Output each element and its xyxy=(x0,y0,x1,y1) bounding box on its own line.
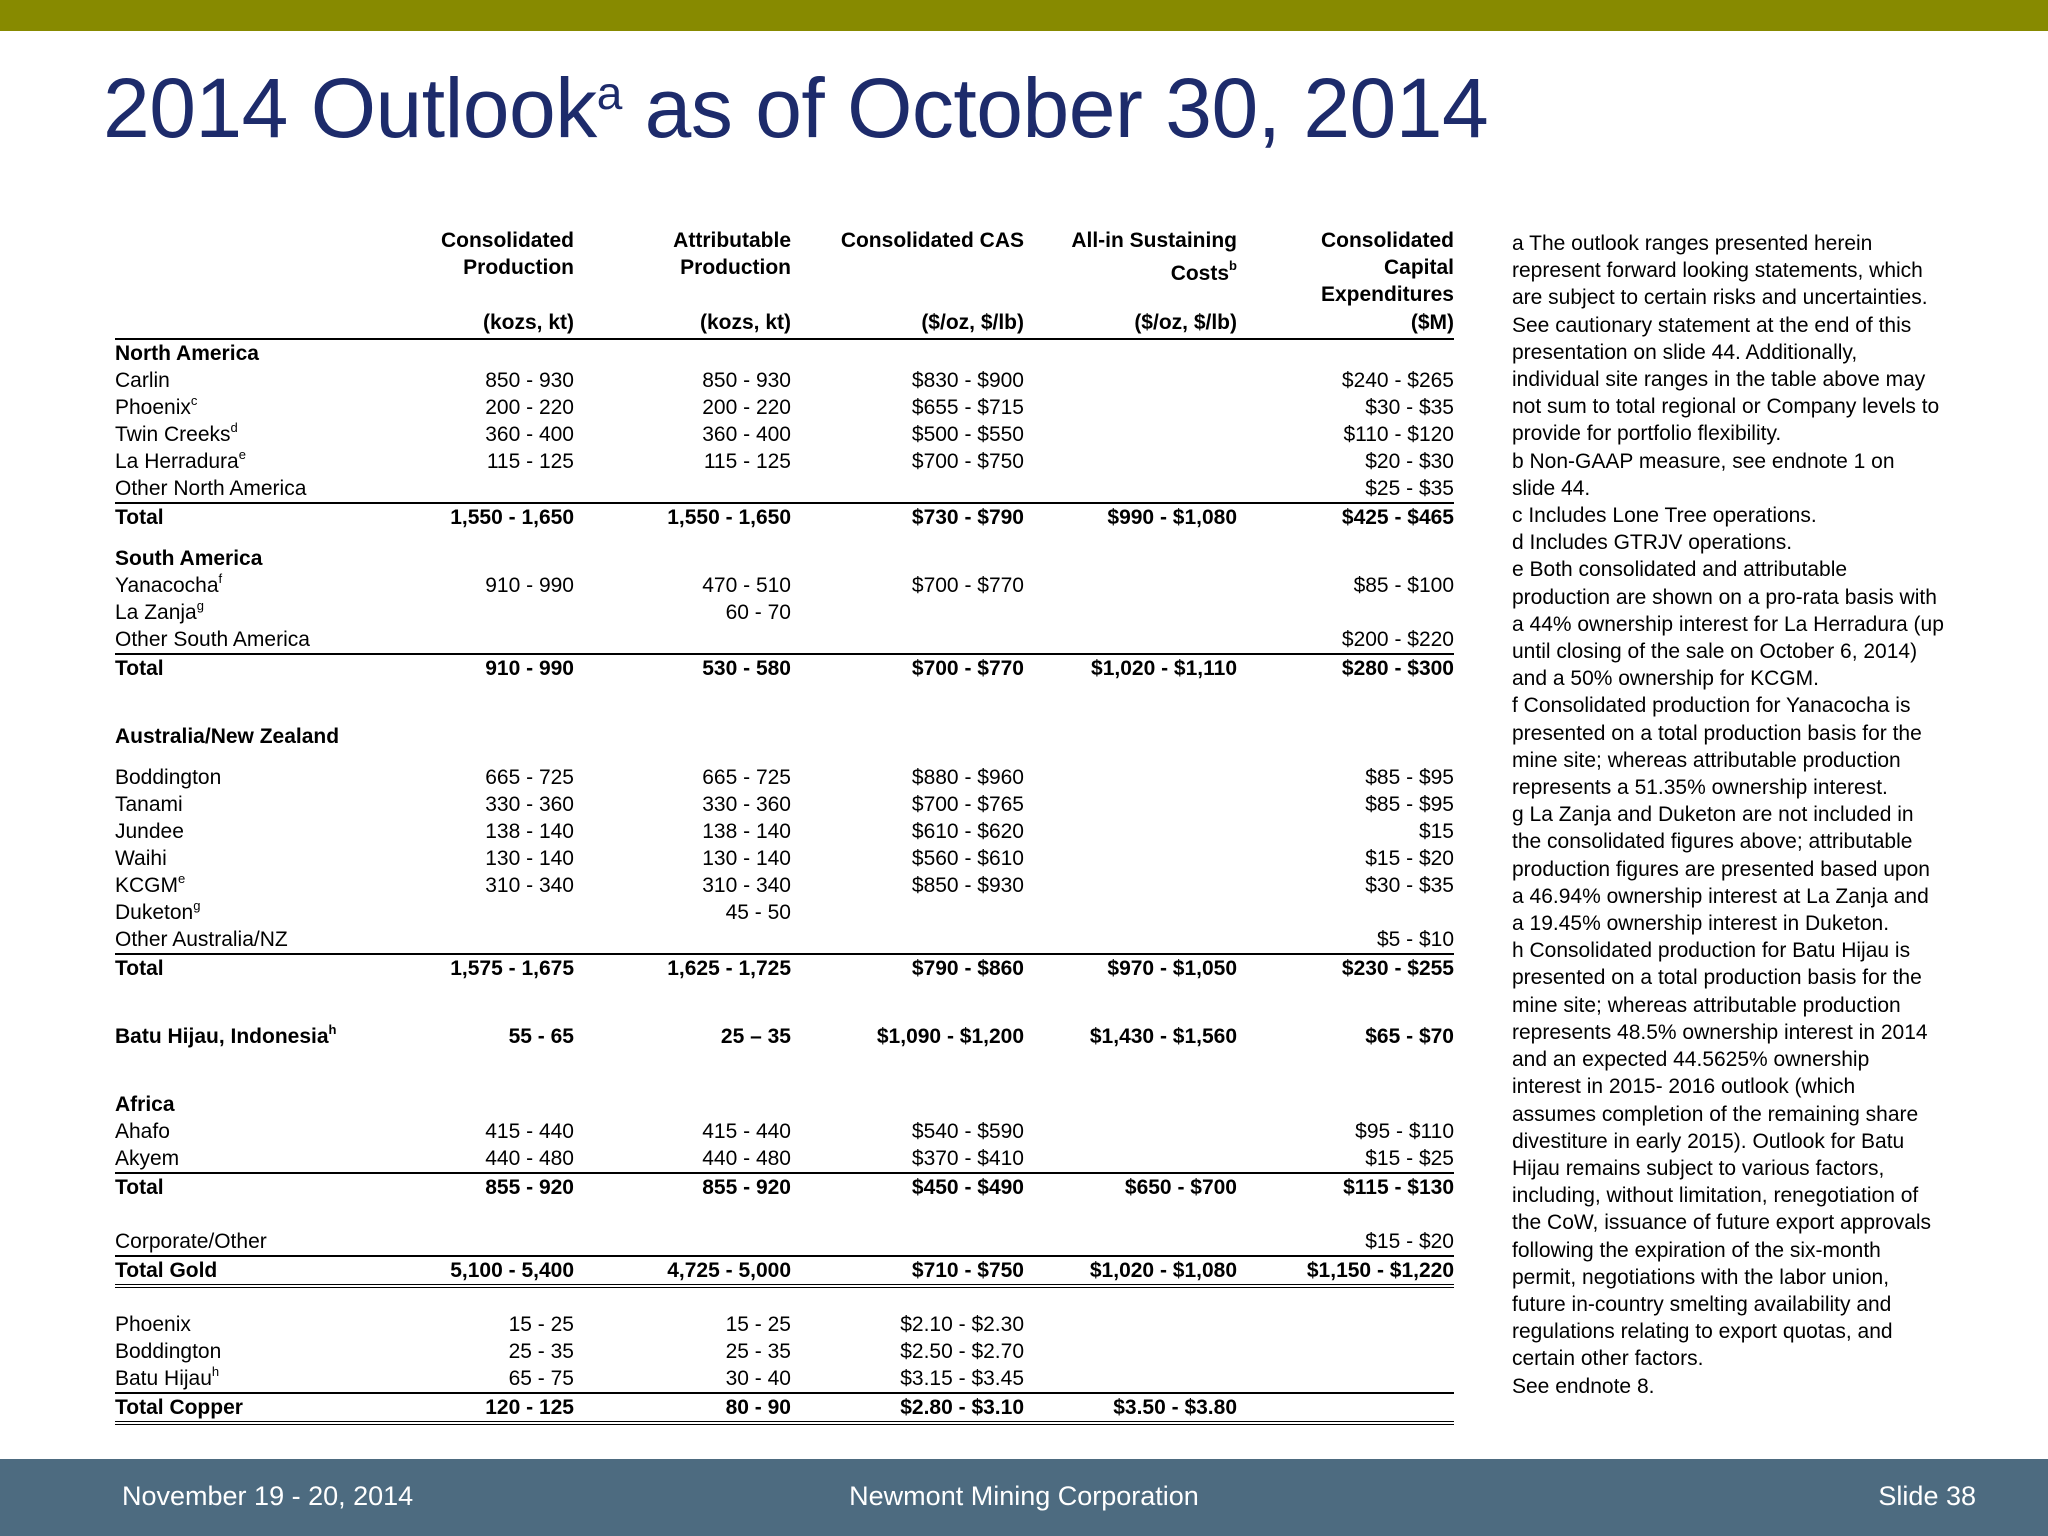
table-row xyxy=(115,1338,1454,1365)
footnote-line: not sum to total regional or Company levels to xyxy=(1512,395,1940,419)
row-label: Australia/New Zealand xyxy=(115,725,340,748)
top-accent-bar xyxy=(0,0,2048,31)
footnote-line: a 19.45% ownership interest in Duketon. xyxy=(1512,912,1890,936)
footnote-line: production are shown on a pro-rata basis with xyxy=(1512,585,1937,609)
slide-footer xyxy=(0,1459,2048,1536)
cell-attributable-production: 200 - 220 xyxy=(702,396,791,419)
row-label: Phoenix xyxy=(115,1313,191,1336)
cell-consolidated-production: 910 - 990 xyxy=(485,574,574,597)
cell-attributable-production: 440 - 480 xyxy=(702,1147,791,1170)
table-row xyxy=(115,1311,1454,1338)
table-row-heading xyxy=(115,1255,1454,1288)
cell-aisc: $1,020 - $1,110 xyxy=(1091,657,1237,680)
cell-capex: $20 - $30 xyxy=(1365,450,1454,473)
header-consolidated-production: Consolidated Production xyxy=(440,229,574,279)
footnote-marker: d xyxy=(230,420,238,435)
cell-aisc: $990 - $1,080 xyxy=(1107,506,1237,529)
footnote-line: are subject to certain risks and uncertainties. xyxy=(1512,286,1928,310)
cell-consolidated-production: 115 - 125 xyxy=(486,450,574,473)
row-label: Carlin xyxy=(115,369,170,392)
row-label: La Zanja$^g$ xyxy=(115,598,204,624)
cell-capex: $1,150 - $1,220 xyxy=(1306,1259,1454,1282)
cell-consolidated-cas: $500 - $550 xyxy=(911,423,1024,446)
footnote-line: including, without limitation, renegotiation of xyxy=(1512,1184,1919,1208)
table-row xyxy=(115,764,1454,791)
table-body xyxy=(115,340,1454,1425)
row-label: Africa xyxy=(115,1093,175,1116)
footer-date: November 19 - 20, 2014 xyxy=(122,1481,414,1511)
footnote-line: See cautionary statement at the end of this xyxy=(1512,313,1912,337)
unit-attributable-production: (kozs, kt) xyxy=(699,311,791,334)
outlook-table xyxy=(115,225,1454,1425)
cell-consolidated-cas: $1,090 - $1,200 xyxy=(876,1025,1024,1048)
cell-consolidated-production: 1,550 - 1,650 xyxy=(450,506,574,529)
cell-consolidated-cas: $730 - $790 xyxy=(911,506,1024,529)
cell-consolidated-cas: $880 - $960 xyxy=(911,766,1024,789)
row-label: Batu Hijau$^h$ xyxy=(115,1364,220,1390)
footnote-line: permit, negotiations with the labor union, xyxy=(1512,1265,1890,1289)
footnote-line: a 44% ownership interest for La Herradura (up xyxy=(1512,612,1944,636)
cell-capex: $15 xyxy=(1418,820,1454,843)
cell-consolidated-production: 910 - 990 xyxy=(485,657,574,680)
table-row-heading xyxy=(115,953,1454,982)
cell-capex: $15 - $25 xyxy=(1365,1147,1454,1170)
cell-capex: $85 - $100 xyxy=(1353,574,1454,597)
table-row xyxy=(115,448,1454,475)
row-label: Total xyxy=(115,657,164,680)
cell-consolidated-cas: $450 - $490 xyxy=(911,1176,1024,1199)
cell-attributable-production: 530 - 580 xyxy=(702,657,791,680)
table-row xyxy=(115,626,1454,653)
cell-attributable-production: 25 – 35 xyxy=(720,1025,791,1048)
footnote-line: slide 44. xyxy=(1512,476,1591,500)
cell-consolidated-production: 65 - 75 xyxy=(508,1367,574,1390)
row-label: Akyem xyxy=(115,1147,180,1170)
row-label: Total Gold xyxy=(115,1259,218,1282)
footnote-line: the CoW, issuance of future export approvals xyxy=(1512,1211,1932,1235)
footnote-line: a The outlook ranges presented herein xyxy=(1512,232,1873,255)
unit-consolidated-production: (kozs, kt) xyxy=(482,311,574,334)
table-row-heading xyxy=(115,653,1454,682)
table-row xyxy=(115,926,1454,953)
cell-attributable-production: 310 - 340 xyxy=(702,874,791,897)
cell-capex: $25 - $35 xyxy=(1365,477,1454,500)
table-row xyxy=(115,599,1454,626)
table-row xyxy=(115,394,1454,421)
cell-consolidated-cas: $700 - $770 xyxy=(911,657,1024,680)
row-label: Boddington xyxy=(115,1340,222,1363)
cell-attributable-production: 665 - 725 xyxy=(702,766,791,789)
cell-attributable-production: 138 - 140 xyxy=(702,820,791,843)
row-label: Other South America xyxy=(115,628,310,651)
cell-consolidated-cas: $790 - $860 xyxy=(911,957,1024,980)
cell-attributable-production: 360 - 400 xyxy=(702,423,791,446)
row-label: Duketon$^g$ xyxy=(115,898,201,924)
cell-capex: $85 - $95 xyxy=(1365,766,1454,789)
footnote-line: presented on a total production basis for the xyxy=(1512,721,1922,745)
cell-consolidated-cas: $830 - $900 xyxy=(911,369,1024,392)
footnote-line: interest in 2015- 2016 outlook (which xyxy=(1512,1075,1856,1099)
footnote-marker: g xyxy=(196,598,204,613)
cell-attributable-production: 415 - 440 xyxy=(702,1120,791,1143)
slide-number: Slide 38 xyxy=(1878,1481,1976,1511)
cell-consolidated-production: 130 - 140 xyxy=(485,847,574,870)
cell-aisc: $1,430 - $1,560 xyxy=(1089,1025,1237,1048)
row-label: Total xyxy=(115,957,164,980)
cell-consolidated-cas: $710 - $750 xyxy=(911,1259,1024,1282)
footnote-line: until closing of the sale on October 6, 2014) xyxy=(1512,640,1918,664)
cell-capex: $280 - $300 xyxy=(1341,657,1454,680)
footnote-line: presented on a total production basis for the xyxy=(1512,966,1922,990)
footnote-line: b Non-GAAP measure, see endnote 1 on xyxy=(1512,449,1895,473)
footnote-line: mine site; whereas attributable production xyxy=(1512,748,1901,772)
row-label: Yanacocha$^f$ xyxy=(115,571,223,597)
row-label: Other Australia/NZ xyxy=(115,928,288,951)
row-label: Ahafo xyxy=(115,1120,170,1143)
table-row xyxy=(115,791,1454,818)
cell-capex: $110 - $120 xyxy=(1343,423,1454,446)
cell-attributable-production: 25 - 35 xyxy=(725,1340,791,1363)
footnote-line: c Includes Lone Tree operations. xyxy=(1512,504,1817,528)
table-header xyxy=(115,225,1454,340)
row-label: Waihi xyxy=(115,847,167,870)
table-row-heading xyxy=(115,1091,1454,1118)
row-label: Boddington xyxy=(115,766,222,789)
footnote-line: assumes completion of the remaining share xyxy=(1512,1102,1919,1126)
table-row-heading xyxy=(115,1392,1454,1425)
cell-consolidated-cas: $850 - $930 xyxy=(911,874,1024,897)
table-row xyxy=(115,899,1454,926)
cell-capex: $115 - $130 xyxy=(1343,1176,1454,1199)
footnote-line: represent forward looking statements, which xyxy=(1512,259,1923,283)
unit-capital-expenditures: ($M) xyxy=(1410,311,1454,334)
footnote-line: mine site; whereas attributable production xyxy=(1512,993,1901,1017)
footnote-line: provide for portfolio flexibility. xyxy=(1512,422,1782,446)
table-row-heading xyxy=(115,1172,1454,1201)
footnote-line: individual site ranges in the table above may xyxy=(1512,368,1926,392)
cell-consolidated-cas: $3.15 - $3.45 xyxy=(900,1367,1024,1390)
cell-consolidated-cas: $370 - $410 xyxy=(911,1147,1024,1170)
cell-attributable-production: 855 - 920 xyxy=(702,1176,791,1199)
footnote-line: f Consolidated production for Yanacocha is xyxy=(1512,694,1911,718)
title-footnote-marker: a xyxy=(596,67,622,119)
row-label: Batu Hijau, Indonesia$^h$ xyxy=(115,1022,337,1048)
row-label: North America xyxy=(115,342,259,365)
footnote-line: production figures are presented based upon xyxy=(1512,857,1930,881)
cell-consolidated-production: 440 - 480 xyxy=(485,1147,574,1170)
cell-capex: $230 - $255 xyxy=(1341,957,1454,980)
cell-consolidated-cas: $700 - $770 xyxy=(911,574,1024,597)
header-consolidated-cas: Consolidated CAS xyxy=(840,229,1024,252)
cell-consolidated-production: 330 - 360 xyxy=(485,793,574,816)
cell-consolidated-cas: $700 - $765 xyxy=(911,793,1024,816)
cell-consolidated-production: 200 - 220 xyxy=(485,396,574,419)
footnote-marker: f xyxy=(218,571,223,586)
cell-capex: $65 - $70 xyxy=(1365,1025,1454,1048)
row-label: Total xyxy=(115,1176,164,1199)
table-row xyxy=(115,845,1454,872)
footnote-line: presentation on slide 44. Additionally, xyxy=(1512,340,1858,364)
cell-capex: $85 - $95 xyxy=(1365,793,1454,816)
row-label: Corporate/Other xyxy=(115,1230,267,1253)
cell-consolidated-production: 5,100 - 5,400 xyxy=(450,1259,574,1282)
slide-title xyxy=(103,58,1488,159)
cell-consolidated-production: 120 - 125 xyxy=(485,1396,574,1419)
footnote-marker: h xyxy=(328,1022,337,1037)
table-row xyxy=(115,1118,1454,1145)
row-label: Total Copper xyxy=(115,1396,243,1419)
footnote-line: e Both consolidated and attributable xyxy=(1512,558,1848,582)
cell-consolidated-cas: $2.50 - $2.70 xyxy=(900,1340,1024,1363)
cell-consolidated-cas: $655 - $715 xyxy=(911,396,1024,419)
table-row xyxy=(115,475,1454,502)
footnote-line: regulations relating to export quotas, and xyxy=(1512,1320,1893,1344)
table-row-heading xyxy=(115,723,1454,750)
footnote-line: See endnote 8. xyxy=(1512,1374,1655,1398)
footnote-line: a 46.94% ownership interest at La Zanja and xyxy=(1512,884,1929,908)
row-label: Tanami xyxy=(115,793,183,816)
cell-capex: $30 - $35 xyxy=(1365,874,1454,897)
table-row xyxy=(115,1365,1454,1392)
cell-consolidated-production: 1,575 - 1,675 xyxy=(450,957,574,980)
footnote-line: represents 48.5% ownership interest in 2014 xyxy=(1512,1020,1928,1044)
footer-company: Newmont Mining Corporation xyxy=(849,1481,1199,1511)
row-label: Other North America xyxy=(115,477,307,500)
table-row-heading xyxy=(115,340,1454,367)
row-label: Phoenix$^c$ xyxy=(115,393,198,419)
cell-consolidated-cas: $700 - $750 xyxy=(911,450,1024,473)
cell-attributable-production: 850 - 930 xyxy=(702,369,791,392)
cell-attributable-production: 1,625 - 1,725 xyxy=(667,957,791,980)
row-label: KCGM$^e$ xyxy=(115,871,186,897)
footnote-line: h Consolidated production for Batu Hijau is xyxy=(1512,939,1911,963)
table-row xyxy=(115,1145,1454,1172)
title-text: 2014 Outlook xyxy=(103,61,597,155)
row-label: Jundee xyxy=(115,820,184,843)
footnote-line: future in-country smelting availability and xyxy=(1512,1292,1892,1316)
cell-consolidated-cas: $2.10 - $2.30 xyxy=(900,1313,1024,1336)
cell-consolidated-production: 855 - 920 xyxy=(485,1176,574,1199)
cell-consolidated-production: 360 - 400 xyxy=(485,423,574,446)
footnote-marker: e xyxy=(238,447,246,462)
footnote-line: represents a 51.35% ownership interest. xyxy=(1512,776,1888,800)
cell-consolidated-cas: $610 - $620 xyxy=(911,820,1024,843)
cell-aisc: $1,020 - $1,080 xyxy=(1089,1259,1237,1282)
cell-consolidated-production: 415 - 440 xyxy=(485,1120,574,1143)
table-row-heading xyxy=(115,545,1454,572)
table-row xyxy=(115,421,1454,448)
footnote-line: following the expiration of the six-month xyxy=(1512,1238,1881,1262)
footnote-marker: h xyxy=(211,1364,220,1379)
cell-consolidated-cas: $2.80 - $3.10 xyxy=(900,1396,1024,1419)
footnote-marker: c xyxy=(190,393,198,408)
cell-consolidated-production: 850 - 930 xyxy=(485,369,574,392)
header-capital-expenditures: Consolidated Capital Expenditures xyxy=(1320,229,1454,306)
footnotes xyxy=(1512,230,1998,1400)
row-label: South America xyxy=(115,547,263,570)
cell-attributable-production: 60 - 70 xyxy=(725,601,791,624)
title-date: as of October 30, 2014 xyxy=(644,61,1489,155)
cell-capex: $30 - $35 xyxy=(1365,396,1454,419)
cell-capex: $5 - $10 xyxy=(1376,928,1454,951)
table-row-heading xyxy=(115,1023,1454,1050)
cell-consolidated-production: 665 - 725 xyxy=(485,766,574,789)
cell-aisc: $3.50 - $3.80 xyxy=(1113,1396,1237,1419)
cell-capex: $15 - $20 xyxy=(1365,1230,1454,1253)
table-row xyxy=(115,872,1454,899)
cell-consolidated-production: 25 - 35 xyxy=(508,1340,574,1363)
cell-aisc: $650 - $700 xyxy=(1124,1176,1237,1199)
cell-attributable-production: 330 - 360 xyxy=(702,793,791,816)
footnote-marker: e xyxy=(178,871,186,886)
cell-attributable-production: 45 - 50 xyxy=(725,901,791,924)
cell-consolidated-production: 15 - 25 xyxy=(508,1313,574,1336)
footnote-line: and a 50% ownership for KCGM. xyxy=(1512,667,1819,691)
cell-capex: $95 - $110 xyxy=(1355,1120,1454,1143)
unit-consolidated-cas: ($/oz, $/lb) xyxy=(921,311,1024,334)
header-all-in-sustaining-costs: All-in Sustaining Costs$^b$ xyxy=(1071,229,1237,285)
row-label: Total xyxy=(115,506,164,529)
header-attributable-production: Attributable Production xyxy=(673,229,791,279)
footnote-line: certain other factors. xyxy=(1512,1347,1704,1371)
cell-consolidated-production: 138 - 140 xyxy=(485,820,574,843)
table-row xyxy=(115,572,1454,599)
table-row xyxy=(115,1228,1454,1255)
cell-attributable-production: 470 - 510 xyxy=(702,574,791,597)
footnote-line: divestiture in early 2015). Outlook for Batu xyxy=(1512,1129,1905,1153)
cell-capex: $15 - $20 xyxy=(1365,847,1454,870)
cell-capex: $200 - $220 xyxy=(1341,628,1454,651)
cell-attributable-production: 15 - 25 xyxy=(725,1313,791,1336)
table-row-heading xyxy=(115,502,1454,531)
cell-consolidated-cas: $560 - $610 xyxy=(911,847,1024,870)
cell-consolidated-production: 310 - 340 xyxy=(485,874,574,897)
cell-attributable-production: 30 - 40 xyxy=(725,1367,791,1390)
cell-attributable-production: 115 - 125 xyxy=(703,450,791,473)
cell-consolidated-cas: $540 - $590 xyxy=(911,1120,1024,1143)
cell-attributable-production: 80 - 90 xyxy=(725,1396,791,1419)
footnote-line: and an expected 44.5625% ownership xyxy=(1512,1048,1870,1072)
cell-consolidated-production: 55 - 65 xyxy=(508,1025,574,1048)
footnote-line: Hijau remains subject to various factors, xyxy=(1512,1156,1885,1180)
cell-capex: $240 - $265 xyxy=(1341,369,1454,392)
footnote-line: d Includes GTRJV operations. xyxy=(1512,531,1793,555)
cell-attributable-production: 1,550 - 1,650 xyxy=(667,506,791,529)
cell-attributable-production: 130 - 140 xyxy=(702,847,791,870)
unit-all-in-sustaining-costs: ($/oz, $/lb) xyxy=(1134,311,1237,334)
row-label: Twin Creeks$^d$ xyxy=(115,420,238,446)
cell-attributable-production: 4,725 - 5,000 xyxy=(667,1259,791,1282)
table-row xyxy=(115,818,1454,845)
aisc-footnote-marker: b xyxy=(1229,258,1237,273)
cell-capex: $425 - $465 xyxy=(1341,506,1454,529)
footnote-line: the consolidated figures above; attributable xyxy=(1512,830,1913,854)
footnote-marker: g xyxy=(193,898,201,913)
row-label: La Herradura$^e$ xyxy=(115,447,246,473)
footnote-line: g La Zanja and Duketon are not included in xyxy=(1512,803,1914,827)
table-row xyxy=(115,367,1454,394)
cell-aisc: $970 - $1,050 xyxy=(1107,957,1237,980)
